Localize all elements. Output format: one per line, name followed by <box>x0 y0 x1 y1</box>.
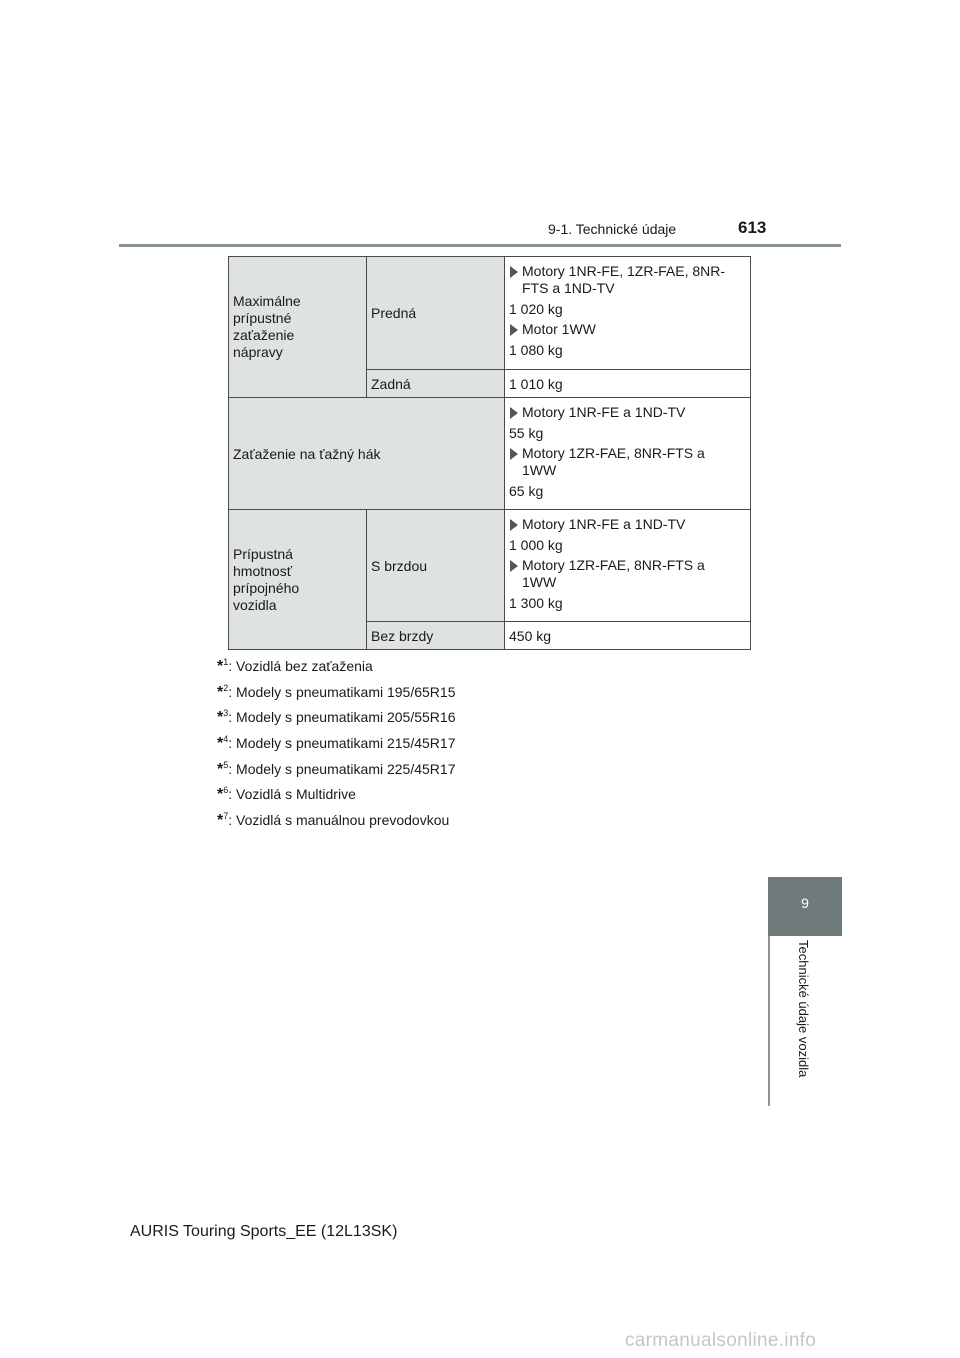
chapter-divider <box>768 936 770 1106</box>
value-text: 1 080 kg <box>509 342 563 358</box>
table-row <box>229 257 751 370</box>
unbraked-value: 450 kg <box>505 622 751 650</box>
value-text: 65 kg <box>509 483 544 499</box>
triangle-right-icon <box>510 324 518 336</box>
value-text: 1 020 kg <box>509 301 563 317</box>
value-text: 1 000 kg <box>509 537 563 553</box>
footnote: *$^1$: Vozidlá bez zaťaženia <box>217 657 373 675</box>
chapter-label: Technické údaje vozidla <box>796 940 811 1078</box>
triangle-right-icon <box>510 266 518 278</box>
list-item: Motory 1ZR-FAE, 8NR-FTS a 1WW <box>509 557 746 591</box>
footnote: *$^5$: Modely s pneumatikami 225/45R17 <box>217 759 456 778</box>
triangle-right-icon <box>510 448 518 460</box>
towbar-load-values <box>505 398 751 510</box>
trailer-weight-label: Prípustná hmotnosť prípojného vozidla <box>229 510 367 650</box>
footer-model: AURIS Touring Sports_EE (12L13SK) <box>130 1223 398 1240</box>
braked-values <box>505 510 751 622</box>
watermark: carmanualsonline.info <box>625 1330 817 1351</box>
list-item: Motory 1NR-FE, 1ZR-FAE, 8NR-FTS a 1ND-TV <box>509 263 746 297</box>
footnote: *$^3$: Modely s pneumatikami 205/55R16 <box>217 708 456 727</box>
page-number: 613 <box>738 218 767 237</box>
table-row <box>229 510 751 622</box>
list-item: Motory 1NR-FE a 1ND-TV <box>509 404 746 421</box>
rear-axle-value: 1 010 kg <box>505 370 751 398</box>
spec-table <box>228 256 751 650</box>
footnote: *$^7$: Vozidlá s manuálnou prevodovkou <box>217 811 450 830</box>
section-title: 9-1. Technické údaje <box>548 221 677 237</box>
front-axle-values <box>505 257 751 370</box>
chapter-tab[interactable] <box>768 877 842 936</box>
chapter-number: 9 <box>801 895 809 911</box>
unbraked-label: Bez brzdy <box>367 622 505 650</box>
value-text: 55 kg <box>509 425 544 441</box>
rear-axle-label: Zadná <box>367 370 505 398</box>
axle-load-label: Maximálne prípustné zaťaženie nápravy <box>229 257 367 398</box>
list-item: Motory 1ZR-FAE, 8NR-FTS a 1WW <box>509 445 746 479</box>
list-item: Motory 1NR-FE a 1ND-TV <box>509 516 746 533</box>
towbar-load-label: Zaťaženie na ťažný hák <box>229 398 505 510</box>
triangle-right-icon <box>510 407 518 419</box>
footnote: *$^4$: Modely s pneumatikami 215/45R17 <box>217 734 456 753</box>
list-item: Motor 1WW <box>509 321 746 338</box>
footnote: *$^6$: Vozidlá s Multidrive <box>217 785 356 804</box>
front-axle-label: Predná <box>367 257 505 370</box>
footnotes <box>217 650 455 830</box>
footnote: *$^2$: Modely s pneumatikami 195/65R15 <box>217 682 456 701</box>
table-row <box>229 398 751 510</box>
braked-label: S brzdou <box>367 510 505 622</box>
value-text: 1 300 kg <box>509 595 563 611</box>
header-divider <box>119 244 841 247</box>
triangle-right-icon <box>510 519 518 531</box>
triangle-right-icon <box>510 560 518 572</box>
